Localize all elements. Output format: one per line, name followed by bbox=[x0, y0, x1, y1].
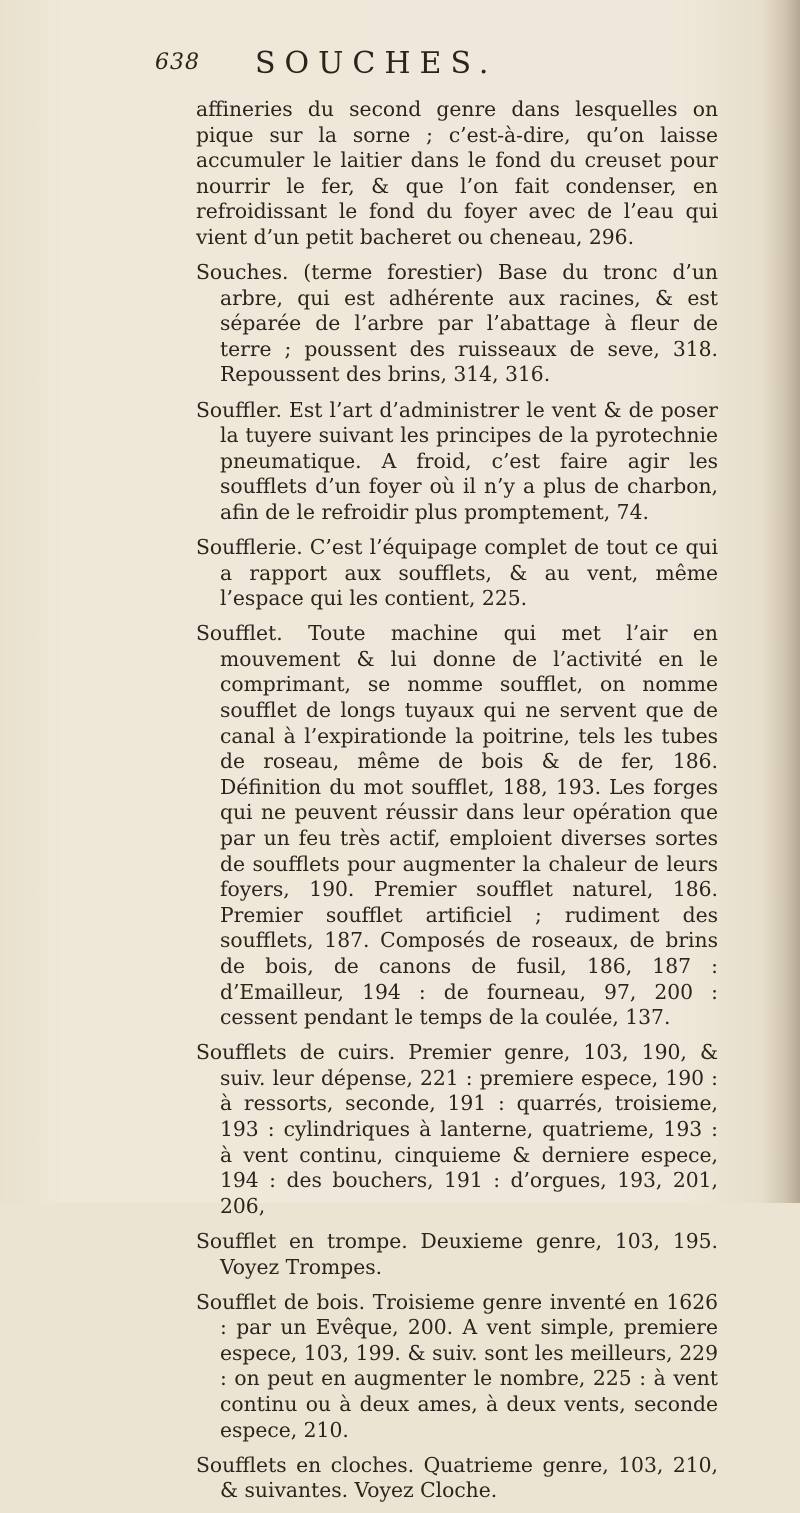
entry-soufflerie: Soufflerie. C’est l’équipage complet de tout ce qui a rapport aux soufflets, & au vent, même l’espace qui les contient, 225. bbox=[196, 535, 718, 611]
index-entries bbox=[196, 97, 718, 1513]
entry-soufflet: Soufflet. Toute machine qui met l’air en mouvement & lui donne de l’activité en le comprimant, se nomme soufflet, on nomme soufflet de longs tuyaux qui ne servent que de canal à l’expirationde la poitrine, tels les tubes de roseau, même de bois & de fer, 186. Définition du mot soufflet, 188, 193. Les forges qui ne peuvent réussir dans leur opération que par un feu très actif, emploient diverses sortes de soufflets pour augmenter la chaleur de leurs foyers, 190. Premier soufflet naturel, 186. Premier soufflet artificiel ; rudiment des soufflets, 187. Composés de roseaux, de brins de bois, de canons de fusil, 186, 187 : d’Emailleur, 194 : de fourneau, 97, 200 : cessent pendant le temps de la coulée, 137. bbox=[196, 621, 718, 1030]
page-number: 638 bbox=[155, 50, 200, 75]
page-header bbox=[155, 46, 715, 90]
entry-souches: Souches. (terme forestier) Base du tronc d’un arbre, qui est adhérente aux racines, & est séparée de l’arbre par l’abattage à fleur de terre ; poussent des ruisseaux de seve, 318. Repoussent des brins, 314, 316. bbox=[196, 260, 718, 387]
page-edge-shadow bbox=[762, 0, 800, 1203]
running-title: SOUCHES. bbox=[255, 46, 498, 81]
entry-affineries: affineries du second genre dans lesquelles on pique sur la sorne ; c’est-à-dire, qu’on laisse accumuler le laitier dans le fond du creuset pour nourrir le fer, & que l’on fait condenser, en refroidissant le fond du foyer avec de l’eau qui vient d’un petit bacheret ou cheneau, 296. bbox=[196, 97, 718, 249]
entry-souffler: Souffler. Est l’art d’administrer le vent & de poser la tuyere suivant les principes de la pyrotechnie pneumatique. A froid, c’est faire agir les soufflets d’un foyer où il n’y a plus de charbon, afin de le refroidir plus promptement, 74. bbox=[196, 397, 718, 524]
entry-soufflets-de-cuirs: Soufflets de cuirs. Premier genre, 103, 190, & suiv. leur dépense, 221 : premiere espece, 190 : à ressorts, seconde, 191 : quarrés, troisieme, 193 : cylindriques à lanterne, quatrieme, 193 : à vent continu, cinquieme & derniere espece, 194 : des bouchers, 191 : d’orgues, 193, 201, 206, bbox=[196, 1040, 718, 1218]
entry-soufflet-en-trompe: Soufflet en trompe. Deuxieme genre, 103, 195. Voyez Trompes. bbox=[196, 1228, 718, 1279]
entry-soufflets-en-cloches: Soufflets en cloches. Quatrieme genre, 103, 210, & suivantes. Voyez Cloche. bbox=[196, 1452, 718, 1503]
entry-soufflet-de-bois: Soufflet de bois. Troisieme genre inventé en 1626 : par un Evêque, 200. A vent simple, premiere espece, 103, 199. & suiv. sont les meilleurs, 229 : on peut en augmenter le nombre, 225 : à vent continu ou à deux ames, à deux vents, seconde espece, 210. bbox=[196, 1289, 718, 1442]
